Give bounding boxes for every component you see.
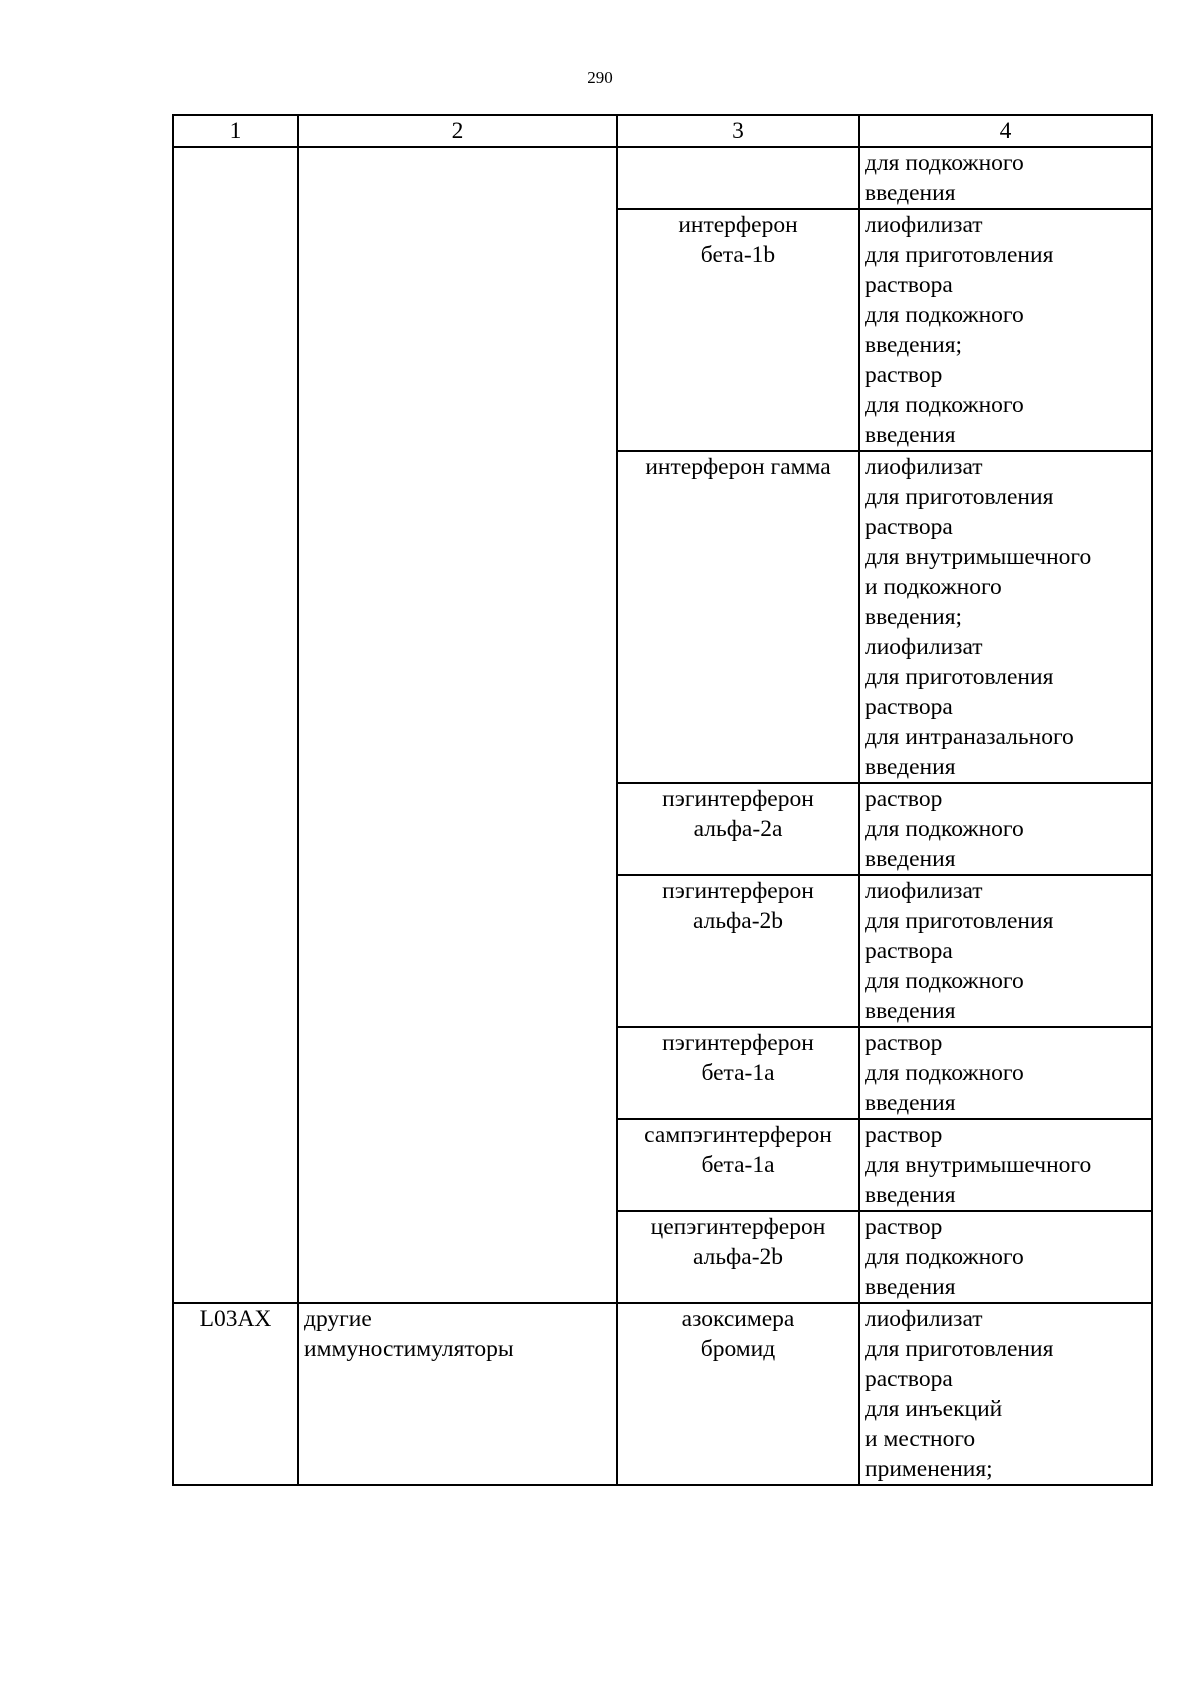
form-cell: раствор для подкожного введения: [859, 783, 1152, 875]
drug-cell: пэгинтерферон альфа-2а: [617, 783, 859, 875]
form-cell: раствор для подкожного введения: [859, 1027, 1152, 1119]
drug-cell: цепэгинтерферон альфа-2b: [617, 1211, 859, 1303]
group-cell: [298, 147, 617, 1303]
form-cell: лиофилизат для приготовления раствора для подкожного введения; раствор для подкожного введения: [859, 209, 1152, 451]
drug-cell: интерферон бета-1b: [617, 209, 859, 451]
header-row: [173, 115, 1152, 147]
header-col-3: 3: [617, 115, 859, 147]
header-col-1: 1: [173, 115, 298, 147]
drug-cell: пэгинтерферон бета-1а: [617, 1027, 859, 1119]
form-cell: лиофилизат для приготовления раствора для подкожного введения: [859, 875, 1152, 1027]
drug-cell: сампэгинтерферон бета-1а: [617, 1119, 859, 1211]
code-cell: L03AX: [173, 1303, 298, 1485]
code-cell: [173, 147, 298, 1303]
form-cell: раствор для подкожного введения: [859, 1211, 1152, 1303]
table-row: [173, 1303, 1152, 1485]
page-number: 290: [587, 68, 613, 87]
form-cell: лиофилизат для приготовления раствора для инъекций и местного применения;: [859, 1303, 1152, 1485]
form-cell: раствор для внутримышечного введения: [859, 1119, 1152, 1211]
drug-cell: пэгинтерферон альфа-2b: [617, 875, 859, 1027]
drug-cell: интерферон гамма: [617, 451, 859, 783]
drug-cell: [617, 147, 859, 209]
group-cell: другие иммуностимуляторы: [298, 1303, 617, 1485]
form-cell: для подкожного введения: [859, 147, 1152, 209]
header-col-4: 4: [859, 115, 1152, 147]
form-cell: лиофилизат для приготовления раствора для внутримышечного и подкожного введения; лиофилизат для приготовления раствора для интраназального введения: [859, 451, 1152, 783]
table-row: [173, 147, 1152, 209]
drug-cell: азоксимера бромид: [617, 1303, 859, 1485]
header-col-2: 2: [298, 115, 617, 147]
drug-table: [172, 114, 1153, 1486]
